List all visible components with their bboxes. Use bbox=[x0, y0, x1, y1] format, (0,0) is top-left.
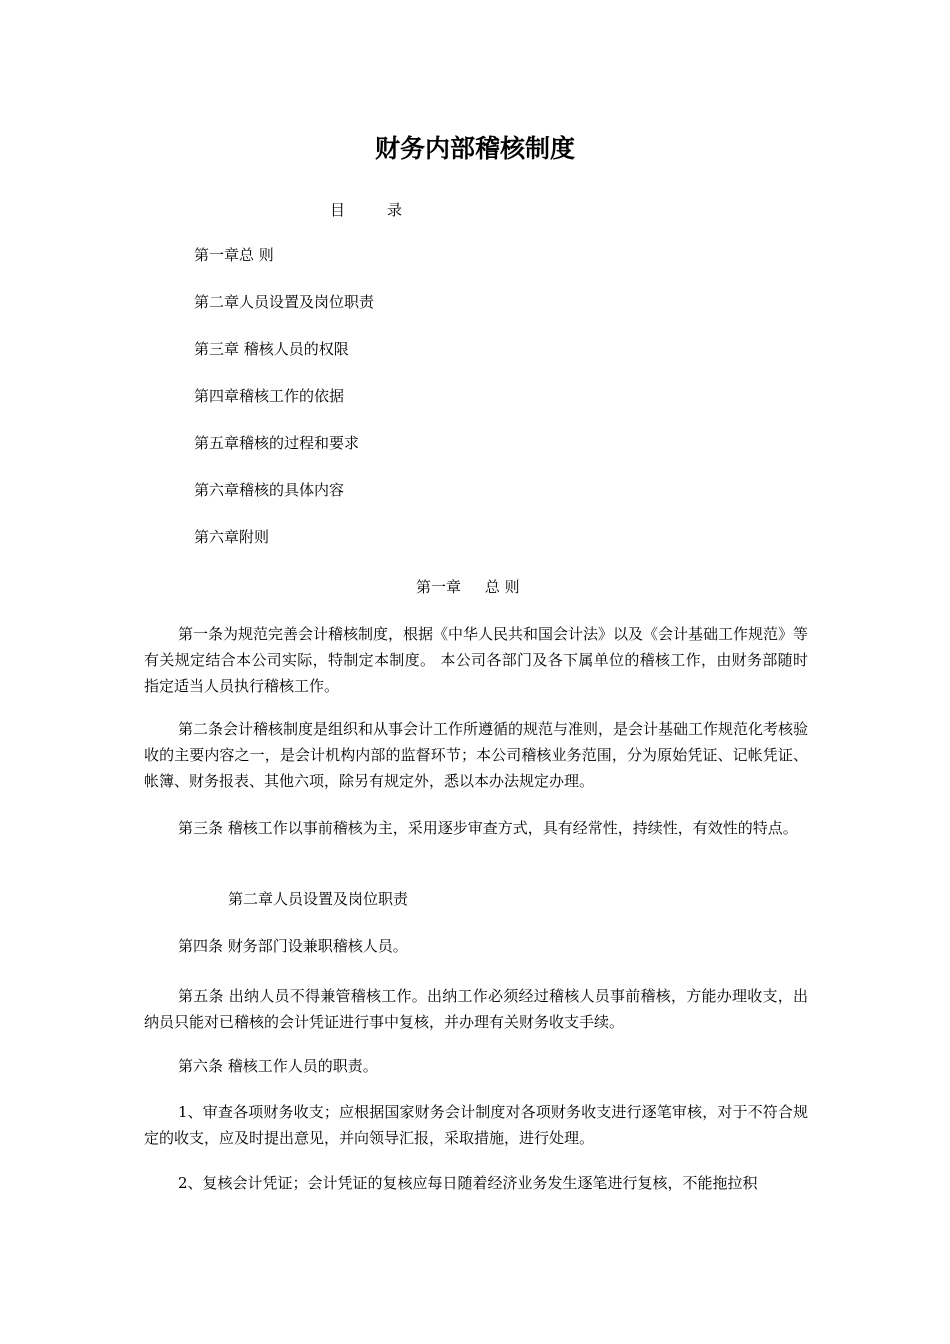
toc-item: 第四章稽核工作的依据 bbox=[194, 387, 345, 405]
paragraph-item-2: 2、复核会计凭证；会计凭证的复核应每日随着经济业务发生逐笔进行复核，不能拖拉积 bbox=[178, 1174, 758, 1192]
chapter-2-heading: 第二章人员设置及岗位职责 bbox=[228, 890, 409, 908]
chapter-1-heading: 第一章 总 则 bbox=[416, 578, 520, 596]
toc-item: 第六章附则 bbox=[194, 528, 270, 546]
paragraph-item-1: 1、审查各项财务收支；应根据国家财务会计制度对各项财务收支进行逐笔审核，对于不符合规定的收支，应及时提出意见，并向领导汇报，采取措施，进行处理。 bbox=[144, 1103, 808, 1147]
toc-heading bbox=[330, 199, 402, 221]
toc-item: 第一章总 则 bbox=[194, 246, 274, 264]
toc-heading-char-2: 录 bbox=[387, 201, 403, 219]
paragraph-article-5: 第五条 出纳人员不得兼管稽核工作。出纳工作必须经过稽核人员事前稽核，方能办理收支，出纳员只能对已稽核的会计凭证进行事中复核，并办理有关财务收支手续。 bbox=[144, 987, 808, 1031]
table-of-contents bbox=[194, 244, 374, 573]
toc-item: 第六章稽核的具体内容 bbox=[194, 481, 345, 499]
toc-item: 第五章稽核的过程和要求 bbox=[194, 434, 360, 452]
paragraph-article-6: 第六条 稽核工作人员的职责。 bbox=[178, 1057, 378, 1075]
toc-item: 第三章 稽核人员的权限 bbox=[194, 340, 349, 358]
toc-heading-char-1: 目 bbox=[330, 201, 346, 219]
paragraph-article-2: 第二条会计稽核制度是组织和从事会计工作所遵循的规范与准则，是会计基础工作规范化考核验收的主要内容之一，是会计机构内部的监督环节；本公司稽核业务范围，分为原始凭证、记帐凭证、帐簿、财务报表、其他六项，除另有规定外，悉以本办法规定办理。 bbox=[144, 720, 809, 790]
paragraph-article-4: 第四条 财务部门设兼职稽核人员。 bbox=[178, 937, 408, 955]
document-title: 财务内部稽核制度 bbox=[374, 134, 575, 163]
toc-item: 第二章人员设置及岗位职责 bbox=[194, 293, 375, 311]
paragraph-article-1: 第一条为规范完善会计稽核制度，根据《中华人民共和国会计法》以及《会计基础工作规范》等有关规定结合本公司实际，特制定本制度。 本公司各部门及各下属单位的稽核工作，由财务部随时指定适当人员执行稽核工作。 bbox=[144, 625, 809, 695]
paragraph-article-3: 第三条 稽核工作以事前稽核为主，采用逐步审查方式，具有经常性，持续性，有效性的特点。 bbox=[178, 819, 798, 837]
